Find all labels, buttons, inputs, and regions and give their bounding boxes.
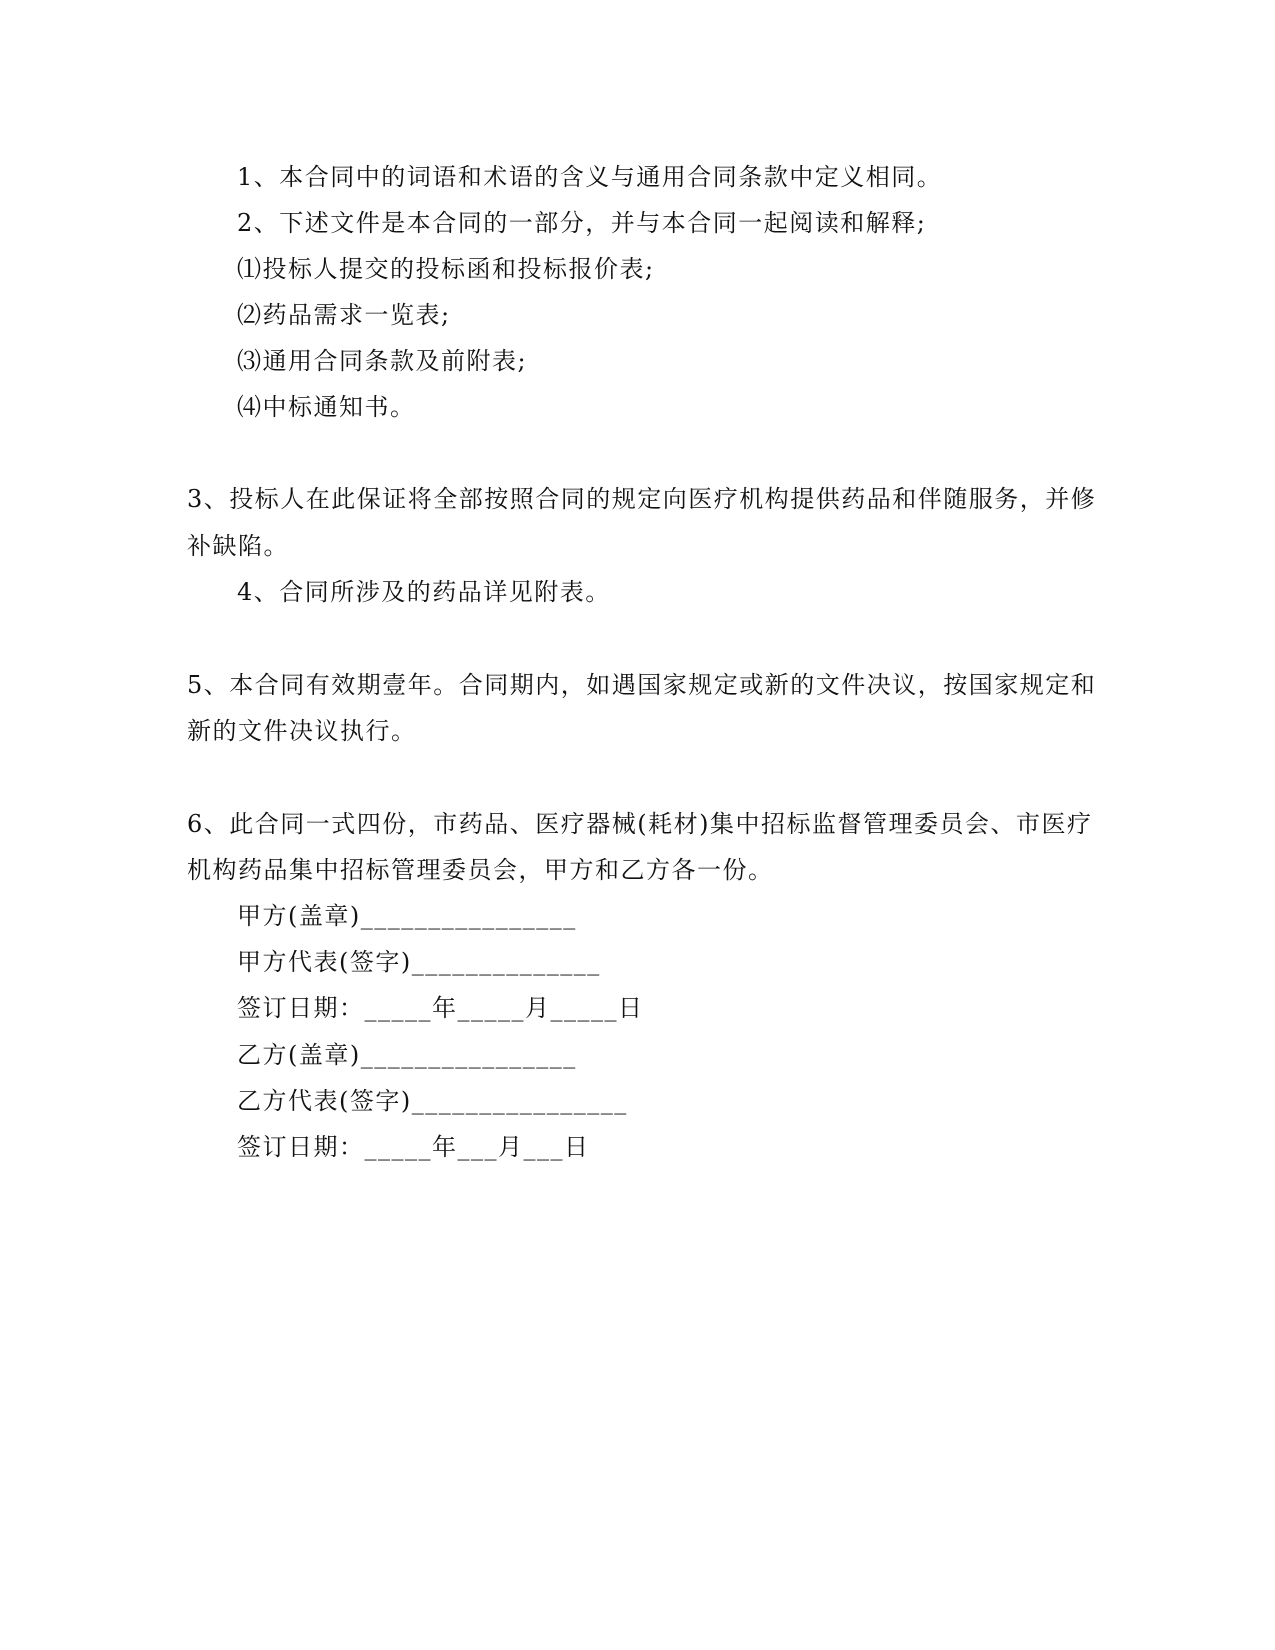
clause-2-item-1: ⑴投标人提交的投标函和投标报价表; [237,255,655,283]
clause-6-line-1: 6、此合同一式四份，市药品、医疗器械(耗材)集中招标监督管理委员会、市医疗 [187,810,1093,838]
clause-4: 4、合同所涉及的药品详见附表。 [237,578,611,606]
party-a-date-line: 签订日期：_____年_____月_____日 [237,994,644,1022]
party-a-seal-line: 甲方(盖章)________________ [237,902,577,930]
clause-3-line-1: 3、投标人在此保证将全部按照合同的规定向医疗机构提供药品和伴随服务，并修 [187,485,1097,513]
clause-1: 1、本合同中的词语和术语的含义与通用合同条款中定义相同。 [237,163,943,191]
clause-5-line-1: 5、本合同有效期壹年。合同期内，如遇国家规定或新的文件决议，按国家规定和 [187,671,1097,699]
clause-2-item-4: ⑷中标通知书。 [237,393,416,421]
clause-2-item-2: ⑵药品需求一览表; [237,301,451,329]
clause-2: 2、下述文件是本合同的一部分，并与本合同一起阅读和解释; [237,209,927,237]
party-b-seal-line: 乙方(盖章)________________ [237,1041,577,1069]
clause-6-line-2: 机构药品集中招标管理委员会，甲方和乙方各一份。 [187,856,774,884]
party-b-representative-line: 乙方代表(签字)________________ [237,1087,628,1115]
clause-3-line-2: 补缺陷。 [187,532,289,560]
party-b-date-line: 签订日期：_____年___月___日 [237,1133,590,1161]
clause-5-line-2: 新的文件决议执行。 [187,717,417,745]
party-a-representative-line: 甲方代表(签字)______________ [237,948,601,976]
clause-2-item-3: ⑶通用合同条款及前附表; [237,347,528,375]
